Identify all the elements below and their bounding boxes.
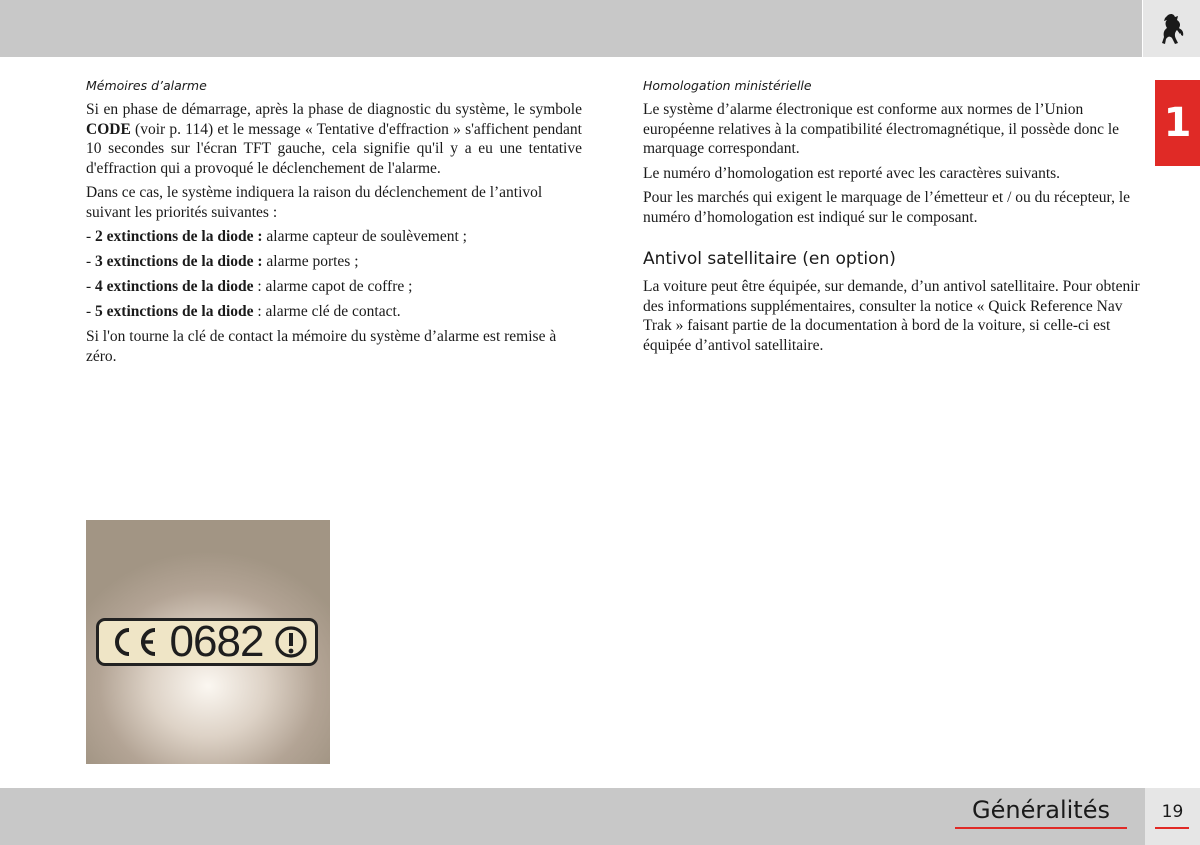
logo-box <box>1143 0 1200 57</box>
alarm-priority-paragraph: Dans ce cas, le système indiquera la raison du déclenchement de l’antivol suivant les priorités suivantes : <box>86 184 543 221</box>
list-item: - 4 extinctions de la diode : alarme capot de coffre ; <box>86 278 413 295</box>
alarm-memory-intro: Si en phase de démarrage, après la phase de diagnostic du système, le symbole CODE (voir p. 114) et le message « Tentative d'effraction » s'affichent pendant 10 secondes sur l'écran TFT gauche, cela signifie qu'il y a eu une tentative d'effraction qui a provoqué le déclenchement de l'alarme. <box>86 101 582 177</box>
list-item: - 3 extinctions de la diode : alarme portes ; <box>86 253 359 270</box>
ce-number: 0682 <box>169 617 264 666</box>
code-symbol: CODE <box>86 120 131 138</box>
ce-mark-icon <box>107 624 159 660</box>
chapter-number: 1 <box>1163 100 1192 146</box>
memory-reset-paragraph: Si l'on tourne la clé de contact la mémoire du système d’alarme est remise à zéro. <box>86 328 557 365</box>
list-item: - 5 extinctions de la diode : alarme clé de contact. <box>86 303 401 320</box>
header-band <box>0 0 1142 57</box>
footer-section-title: Généralités <box>972 796 1110 824</box>
diode-list <box>86 227 582 322</box>
right-column <box>643 78 1148 360</box>
page-number-underline <box>1155 827 1189 829</box>
left-column <box>86 78 582 371</box>
prancing-horse-icon <box>1157 12 1187 46</box>
ce-label <box>96 618 318 666</box>
alarm-memory-subtitle: Mémoires d’alarme <box>86 78 207 93</box>
ce-marking-image <box>86 520 330 764</box>
list-item: - 2 extinctions de la diode : alarme capteur de soulèvement ; <box>86 228 467 245</box>
homologation-paragraph-2: Le numéro d’homologation est reporté avec les caractères suivants. <box>643 164 1061 182</box>
homologation-subtitle: Homologation ministérielle <box>643 78 812 93</box>
satellite-antitheft-paragraph: La voiture peut être équipée, sur demande, d’un antivol satellitaire. Pour obtenir des informations supplémentaires, consulter la notice « Quick Reference Nav Trak » faisant partie de la documentation à bord de la voiture, si celle-ci est équipée d’antivol satellitaire. <box>643 278 1140 354</box>
homologation-paragraph-1: Le système d’alarme électronique est conforme aux normes de l’Union européenne relatives à la compatibilité électromagnétique, il possède donc le marquage correspondant. <box>643 101 1120 157</box>
homologation-paragraph-3: Pour les marchés qui exigent le marquage de l’émetteur et / ou du récepteur, le numéro d’homologation est indiqué sur le composant. <box>643 189 1131 226</box>
alert-circle-icon <box>274 625 308 659</box>
chapter-tab[interactable] <box>1155 80 1200 166</box>
footer-title-underline <box>955 827 1127 829</box>
page-number: 19 <box>1161 802 1184 822</box>
satellite-antitheft-heading: Antivol satellitaire (en option) <box>643 249 896 269</box>
